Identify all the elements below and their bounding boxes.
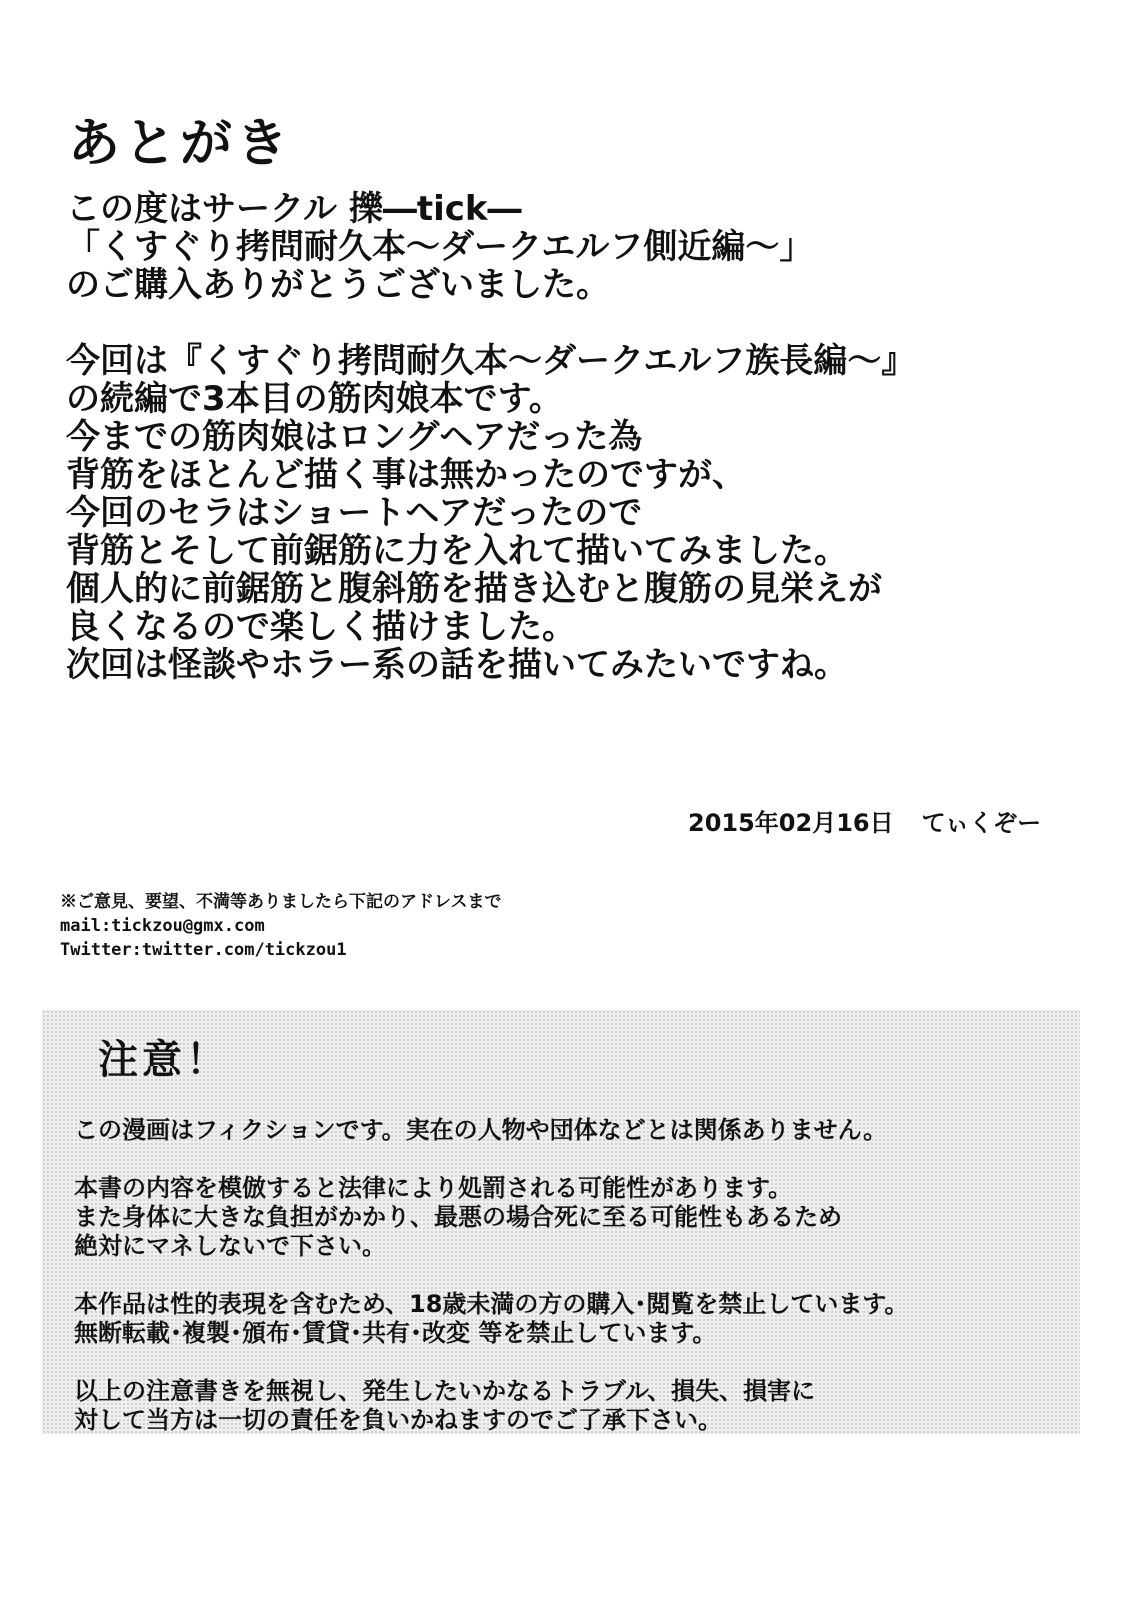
body-line: 個人的に前鋸筋と腹斜筋を描き込むと腹筋の見栄えが (66, 569, 882, 609)
notice-line: 本作品は性的表現を含むため、18歳未満の方の購入･閲覧を禁止しています。 (74, 1290, 909, 1318)
notice-title: 注意！ (98, 1037, 230, 1083)
notice-line: 絶対にマネしないで下さい。 (74, 1232, 386, 1260)
body-line: 背筋とそして前鋸筋に力を入れて描いてみました。 (66, 531, 848, 571)
body-line: 背筋をほとんど描く事は無かったのですが、 (66, 455, 746, 495)
notice-line: 本書の内容を模倣すると法律により処罰される可能性があります。 (74, 1174, 793, 1202)
body-line: 今までの筋肉娘はロングヘアだった為 (66, 417, 643, 457)
body-line: 次回は怪談やホラー系の話を描いてみたいですね。 (66, 645, 848, 685)
paragraph-gap (74, 1261, 1074, 1290)
greeting-line: この度はサークル 擽―tick― (66, 189, 522, 229)
notice-line: また身体に大きな負担がかかり、最悪の場合死に至る可能性もあるため (74, 1203, 842, 1231)
notice-box (42, 1010, 1080, 1434)
body-line: 今回は『くすぐり拷問耐久本～ダークエルフ族長編～』 (66, 341, 916, 381)
contact-twitter: Twitter:twitter.com/tickzou1 (60, 940, 347, 960)
notice-line: 無断転載･複製･頒布･賃貸･共有･改変 等を禁止しています。 (74, 1319, 717, 1347)
greeting-line: 「くすぐり拷問耐久本～ダークエルフ側近編～」 (66, 227, 814, 267)
contact-info (60, 890, 502, 962)
greeting-line: のご購入ありがとうございました。 (66, 265, 610, 305)
paragraph-gap (74, 1348, 1074, 1377)
notice-line: この漫画はフィクションです。実在の人物や団体などとは関係ありません。 (74, 1116, 888, 1144)
signature (688, 808, 1041, 838)
afterword-message (66, 190, 1106, 684)
body-line: 良くなるので楽しく描けました。 (66, 607, 576, 647)
notice-line: 対して当方は一切の責任を負いかねますのでご了承下さい。 (74, 1406, 722, 1434)
paragraph-gap (66, 304, 1106, 342)
paragraph-gap (74, 1145, 1074, 1174)
signature-date: 2015年02月16日 (688, 809, 894, 837)
notice-body (74, 1116, 1074, 1435)
body-line: の続編で3本目の筋肉娘本です。 (66, 379, 563, 419)
contact-mail: mail:tickzou@gmx.com (60, 916, 265, 936)
page-title: あとがき (68, 113, 293, 174)
body-line: 今回のセラはショートヘアだったので (66, 493, 643, 533)
contact-note: ※ご意見、要望、不満等ありましたら下記のアドレスまで (60, 892, 502, 912)
notice-line: 以上の注意書きを無視し、発生したいかなるトラブル、損失、損害に (74, 1377, 816, 1405)
signature-author: てぃくぞー (921, 809, 1042, 837)
